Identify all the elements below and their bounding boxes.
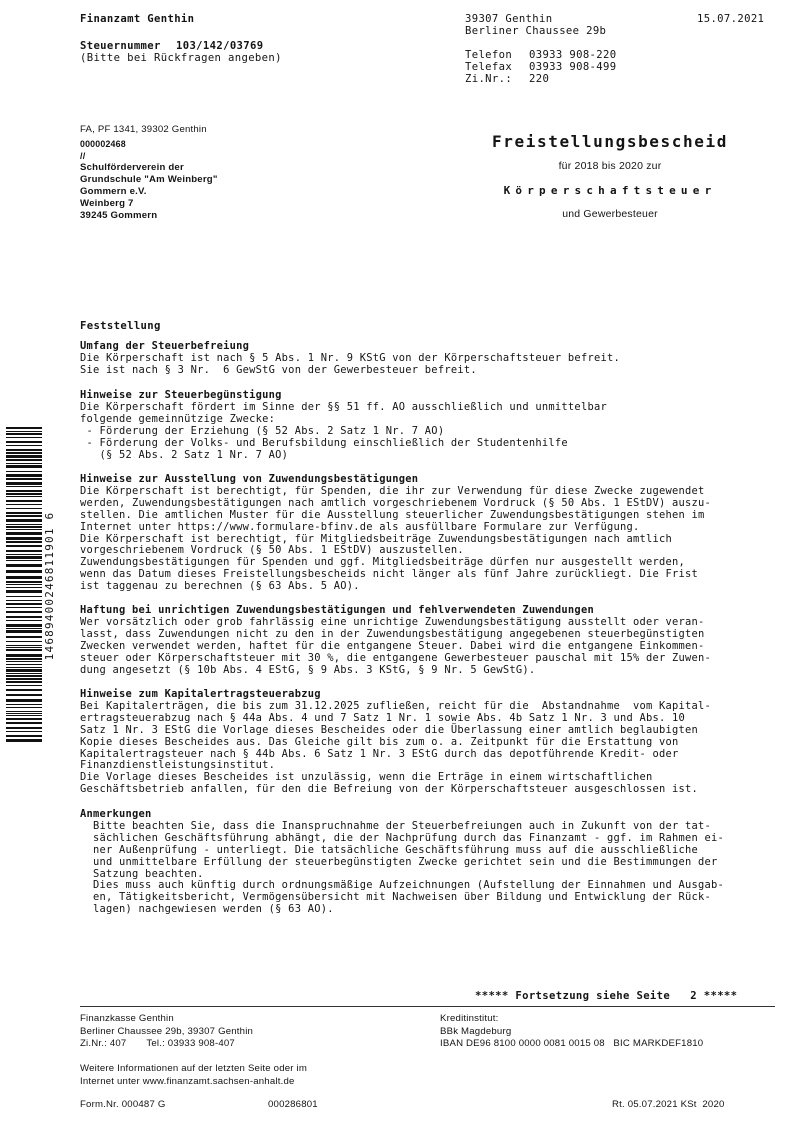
recipient-line: Weinberg 7 bbox=[80, 198, 134, 209]
footer-divider bbox=[80, 1006, 775, 1007]
barcode-number: 14689400246811901 6 bbox=[43, 511, 56, 661]
sender-line: FA, PF 1341, 39302 Genthin bbox=[80, 124, 207, 135]
section-line: Die Körperschaft ist nach § 5 Abs. 1 Nr. 9 KStG von der Körperschaftsteuer befreit. bbox=[80, 351, 620, 364]
footer-cash-line: Zi.Nr.: 407 Tel.: 03933 908-407 bbox=[80, 1038, 235, 1049]
section-line: Die Vorlage dieses Bescheides ist unzulässig, wenn die Erträge in einem wirtschaftlichen bbox=[80, 771, 653, 784]
section-heading: Anmerkungen bbox=[80, 808, 152, 820]
section-exemption-scope bbox=[80, 341, 780, 377]
phone-number: 03933 908-220 bbox=[529, 49, 617, 61]
section-line: Kapitalertragsteuer nach § 44b Abs. 6 Satz 1 Nr. 3 EStG durch das depotführende Kredit- oder bbox=[80, 747, 679, 760]
footer-bank-line: Kreditinstitut: bbox=[440, 1013, 499, 1024]
office-postcode-city: 39307 Genthin bbox=[465, 13, 553, 25]
section-line: Zwecken verwendet werden, haftet für die entgangene Steuer. Dabei wird die entgangene Einkommen- bbox=[80, 639, 705, 652]
section-liability bbox=[80, 605, 780, 676]
form-number: Form.Nr. 000487 G bbox=[80, 1099, 166, 1110]
tax-number: 103/142/03769 bbox=[176, 40, 264, 52]
recipient-slashes: // bbox=[80, 151, 86, 161]
section-line: Satzung beachten. bbox=[80, 867, 204, 880]
feststellung-heading: Feststellung bbox=[80, 320, 161, 332]
section-line: Wer vorsätzlich oder grob fahrlässig eine unrichtige Zuwendungsbestätigung ausstellt oder veran- bbox=[80, 615, 705, 628]
section-line: folgende gemeinnützige Zwecke: bbox=[80, 412, 276, 425]
section-line: werden, Zuwendungsbestätigungen nach amtlich vorgeschriebenem Vordruck (§ 50 Abs. 1 EStDV) auszu- bbox=[80, 496, 712, 509]
section-line: ist taggenau zu berechnen (§ 63 Abs. 5 AO). bbox=[80, 580, 360, 593]
title-tax-corporate: Körperschaftsteuer bbox=[503, 184, 717, 197]
footer-bank-line: BBk Magdeburg bbox=[440, 1025, 512, 1037]
section-line: Kopie dieses Bescheides aus. Das Gleiche gilt bis zum o. a. Zeitpunkt für die Erstattung von bbox=[80, 735, 679, 748]
section-line: lasst, dass Zuwendungen nicht zu den in der Zuwendungsbestätigung angegebenen steuerbegünstigten bbox=[80, 627, 705, 640]
document-number: 000286801 bbox=[268, 1099, 318, 1110]
document-title: Freistellungsbescheid bbox=[492, 132, 728, 151]
section-heading: Hinweise zur Ausstellung von Zuwendungsbestätigungen bbox=[80, 473, 419, 485]
section-heading: Umfang der Steuerbefreiung bbox=[80, 340, 250, 352]
section-line: Internet unter https://www.formulare-bfinv.de als ausfüllbare Formulare zur Verfügung. bbox=[80, 520, 640, 533]
phone-label: Telefon bbox=[465, 49, 513, 61]
footer-cash-line: Finanzkasse Genthin bbox=[80, 1013, 174, 1024]
footer-cash-line: Berliner Chaussee 29b, 39307 Genthin bbox=[80, 1025, 254, 1037]
section-line: vorgeschriebenem Vordruck (§ 50 Abs. 1 EStDV) auszustellen. bbox=[80, 544, 464, 557]
section-line: sächlichen Geschäftsführung abhängt, die der Nachprüfung durch das Finanzamt - ggf. im Rahmen ei- bbox=[80, 831, 725, 844]
title-period: für 2018 bis 2020 zur bbox=[558, 160, 662, 172]
section-line: und unmittelbare Erfüllung der steuerbegünstigten Zwecke gerichtet sein und die Bestimmungen der bbox=[80, 855, 718, 868]
recipient-line: Gommern e.V. bbox=[80, 186, 147, 197]
section-line: wenn das Datum dieses Freistellungsbescheids nicht länger als fünf Jahre zurückliegt. Die Frist bbox=[80, 568, 699, 581]
section-line: Die Körperschaft fördert im Sinne der §§ 51 ff. AO ausschließlich und unmittelbar bbox=[80, 400, 607, 413]
recipient-line: Grundschule "Am Weinberg" bbox=[80, 174, 218, 185]
document-date: 15.07.2021 bbox=[697, 13, 765, 25]
section-line: Die Körperschaft ist berechtigt, für Spenden, die ihr zur Verwendung für diese Zwecke zugewendet bbox=[80, 484, 705, 497]
section-line: steuer oder Körperschaftsteuer mit 30 %, die entgangene Gewerbesteuer pauschal mit 15% der Zuwen- bbox=[80, 651, 712, 664]
room-number: 220 bbox=[529, 73, 550, 85]
reference-date: Rt. 05.07.2021 KSt 2020 bbox=[612, 1099, 725, 1110]
footer-cash-office bbox=[80, 1013, 253, 1051]
section-line: ertragsteuerabzug nach § 44a Abs. 4 und 7 Satz 1 Nr. 1 sowie Abs. 4b Satz 1 Nr. 3 und Abs. 10 bbox=[80, 711, 686, 724]
fax-label: Telefax bbox=[465, 61, 513, 73]
section-line: Zuwendungsbestätigungen für Spenden und ggf. Mitgliedsbeiträge dürfen nur ausgestellt werden, bbox=[80, 556, 686, 569]
barcode-graphic bbox=[6, 427, 42, 745]
recipient-address bbox=[80, 162, 218, 222]
section-line: (§ 52 Abs. 2 Satz 1 Nr. 7 AO) bbox=[80, 448, 289, 461]
footer-info-line: Weitere Informationen auf der letzten Seite oder im bbox=[80, 1063, 308, 1074]
tax-number-hint: (Bitte bei Rückfragen angeben) bbox=[80, 52, 282, 64]
room-label: Zi.Nr.: bbox=[465, 73, 513, 85]
section-line: Finanzdienstleistungsinstitut. bbox=[80, 759, 276, 772]
section-donation-receipts bbox=[80, 474, 780, 593]
section-line: Satz 1 Nr. 3 EStG die Vorlage dieses Bescheides oder die Überlassung einer amtlich beglaubigten bbox=[80, 723, 699, 736]
section-line: lagen) nachgewiesen werden (§ 63 AO). bbox=[80, 903, 334, 916]
section-heading: Hinweise zum Kapitalertragsteuerabzug bbox=[80, 688, 321, 700]
office-street: Berliner Chaussee 29b bbox=[465, 25, 607, 37]
recipient-reference: 000002468 bbox=[80, 139, 126, 149]
footer-info-line: Internet unter www.finanzamt.sachsen-anhalt.de bbox=[80, 1075, 295, 1087]
section-line: en, Tätigkeitsbericht, Vermögensübersicht mit Nachweisen über Bildung und Entwicklung der Rück- bbox=[80, 891, 712, 904]
section-line: dung angesetzt (§ 10b Abs. 4 EStG, § 9 Abs. 3 KStG, § 9 Nr. 5 GewStG). bbox=[80, 663, 536, 676]
footer-bank-info bbox=[440, 1013, 703, 1051]
section-line: - Förderung der Volks- und Berufsbildung einschließlich der Studentenhilfe bbox=[80, 436, 568, 449]
section-capital-gains-tax bbox=[80, 689, 780, 796]
section-heading: Hinweise zur Steuerbegünstigung bbox=[80, 389, 282, 401]
section-line: Bitte beachten Sie, dass die Inanspruchnahme der Steuerbefreiungen auch in Zukunft von der tat- bbox=[80, 819, 712, 832]
footer-info bbox=[80, 1063, 307, 1088]
section-line: ner Außenprüfung - unterliegt. Die tatsächliche Geschäftsführung muss auf die ausschließliche bbox=[80, 843, 699, 856]
recipient-line: 39245 Gommern bbox=[80, 210, 158, 221]
continuation-note: ***** Fortsetzung siehe Seite 2 ***** bbox=[475, 990, 738, 1002]
tax-number-label: Steuernummer bbox=[80, 40, 161, 52]
section-line: Bei Kapitalerträgen, die bis zum 31.12.2025 zufließen, reicht für die Abstandnahme vom Kapital- bbox=[80, 699, 712, 712]
recipient-line: Schulförderverein der bbox=[80, 162, 184, 173]
section-line: Geschäftsbetrieb anfallen, für den die Befreiung von der Körperschaftsteuer ausgeschlossen ist. bbox=[80, 783, 699, 796]
section-tax-benefit-notes bbox=[80, 390, 780, 461]
section-line: Die Körperschaft ist berechtigt, für Mitgliedsbeiträge Zuwendungsbestätigungen nach amtlich bbox=[80, 532, 673, 545]
section-line: Dies muss auch künftig durch ordnungsmäßige Aufzeichnungen (Aufstellung der Einnahmen und Ausgab- bbox=[80, 879, 725, 892]
section-line: - Förderung der Erziehung (§ 52 Abs. 2 Satz 1 Nr. 7 AO) bbox=[80, 424, 445, 437]
title-tax-trade: und Gewerbesteuer bbox=[562, 208, 658, 220]
section-remarks bbox=[80, 809, 780, 916]
section-line: Sie ist nach § 3 Nr. 6 GewStG von der Gewerbesteuer befreit. bbox=[80, 363, 477, 376]
footer-bank-line: IBAN DE96 8100 0000 0081 0015 08 BIC MARKDEF1810 bbox=[440, 1038, 704, 1049]
section-line: stellen. Die amtlichen Muster für die Ausstellung steuerlicher Zuwendungsbestätigungen stehen im bbox=[80, 508, 705, 521]
tax-office-name: Finanzamt Genthin bbox=[80, 13, 195, 25]
section-heading: Haftung bei unrichtigen Zuwendungsbestätigungen und fehlverwendeten Zuwendungen bbox=[80, 604, 594, 616]
fax-number: 03933 908-499 bbox=[529, 61, 617, 73]
